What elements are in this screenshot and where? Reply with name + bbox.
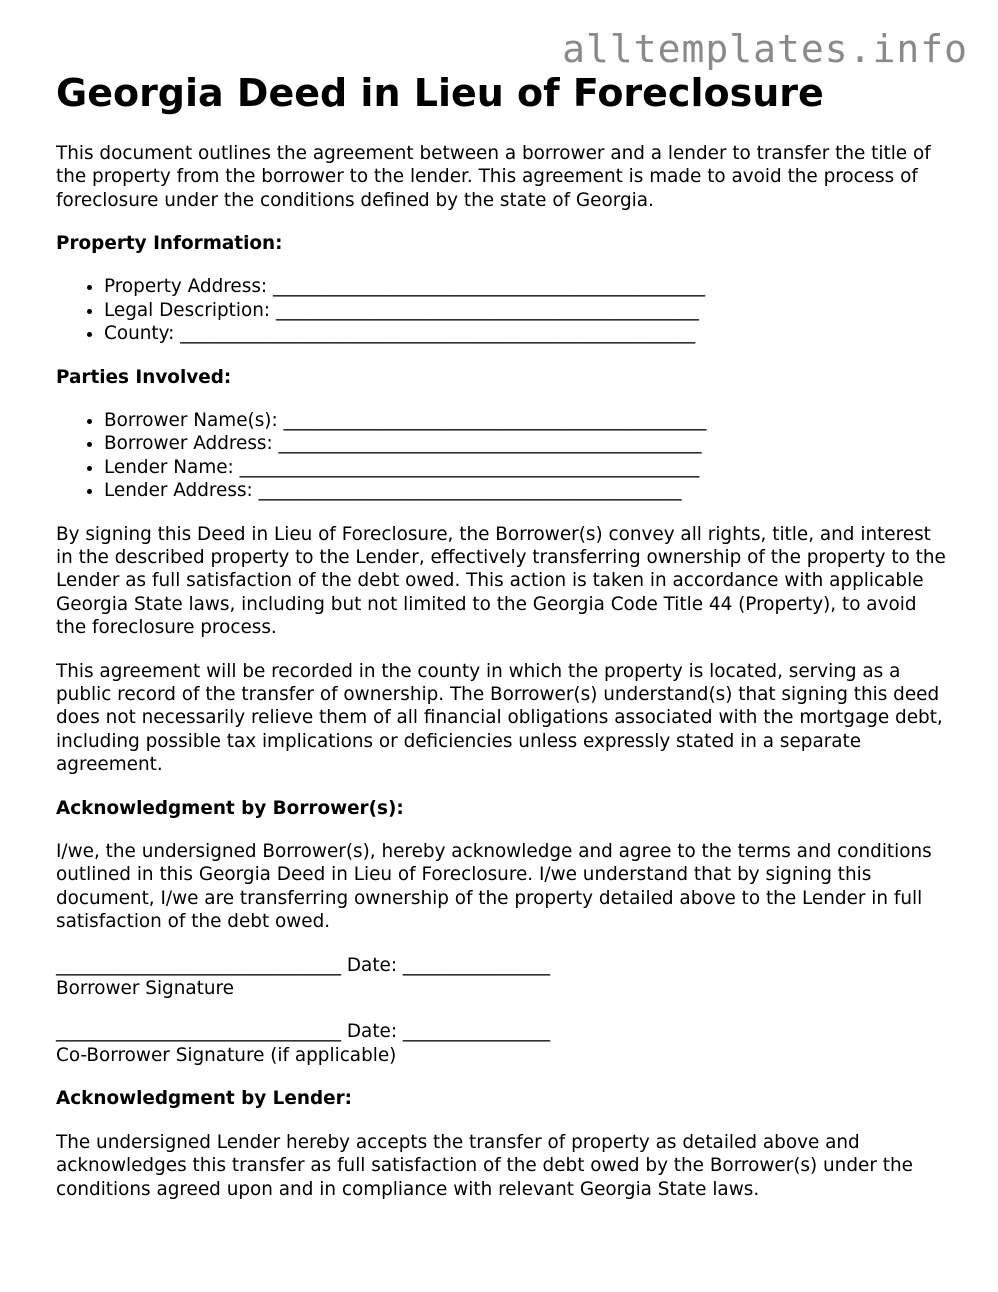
property-info-list [56,275,946,345]
list-item-legal-description: • Legal Description: ______________________________________________ [104,299,946,322]
parties-heading: Parties Involved: [56,366,232,388]
ack-borrower-heading: Acknowledgment by Borrower(s): [56,797,404,819]
list-item-lender-address: • Lender Address: ______________________________________________ [104,479,946,502]
list-item-borrower-address: • Borrower Address: ______________________________________________ [104,432,946,455]
co-borrower-signature-line: _______________________________ Date: ________________ [56,1021,551,1043]
list-item-property-address: • Property Address: _______________________________________________ [104,275,946,298]
borrower-signature-label: Borrower Signature [56,978,234,1000]
intro-paragraph: This document outlines the agreement between a borrower and a lender to transfer the title of the property from the borrower to the lender. This agreement is made to avoid the process of foreclosure under the conditions defined by the state of Georgia. [56,142,931,211]
convey-paragraph: By signing this Deed in Lieu of Foreclosure, the Borrower(s) convey all rights, title, and interest in the described property to the Lender, effectively transferring ownership of the property to the Lender as full satisfaction of the debt owed. This action is taken in accordance with applicable Georgia State laws, including but not limited to the Georgia Code Title 44 (Property), to avoid the foreclosure process. [56,523,946,639]
property-info-heading: Property Information: [56,232,283,254]
ack-lender-text: The undersigned Lender hereby accepts the transfer of property as detailed above and acknowledges this transfer as full satisfaction of the debt owed by the Borrower(s) under the conditions agreed upon and in compliance with relevant Georgia State laws. [56,1131,913,1200]
watermark: alltemplates.info [562,27,968,71]
co-borrower-signature-label: Co-Borrower Signature (if applicable) [56,1044,397,1066]
list-item-lender-name: • Lender Name: __________________________________________________ [104,456,946,479]
list-item-borrower-name: • Borrower Name(s): ______________________________________________ [104,409,946,432]
parties-list [56,409,946,503]
list-item-county: • County: ________________________________________________________ [104,322,946,345]
document-body [56,72,946,1221]
ack-lender-heading: Acknowledgment by Lender: [56,1088,353,1110]
ack-borrower-text: I/we, the undersigned Borrower(s), hereby acknowledge and agree to the terms and conditions outlined in this Georgia Deed in Lieu of Foreclosure. I/we understand that by signing this document, I/we are transferring ownership of the property detailed above to the Lender in full satisfaction of the debt owed. [56,841,932,933]
record-paragraph: This agreement will be recorded in the county in which the property is located, serving as a public record of the transfer of ownership. The Borrower(s) understand(s) that signing this deed does not necessarily relieve them of all financial obligations associated with the mortgage debt, including possible tax implications or deficiencies unless expressly stated in a separate agreement. [56,660,943,776]
co-borrower-signature-block [56,1020,946,1067]
borrower-signature-block [56,954,946,1001]
document-title: Georgia Deed in Lieu of Foreclosure [56,71,824,115]
borrower-signature-line: _______________________________ Date: ________________ [56,954,551,976]
